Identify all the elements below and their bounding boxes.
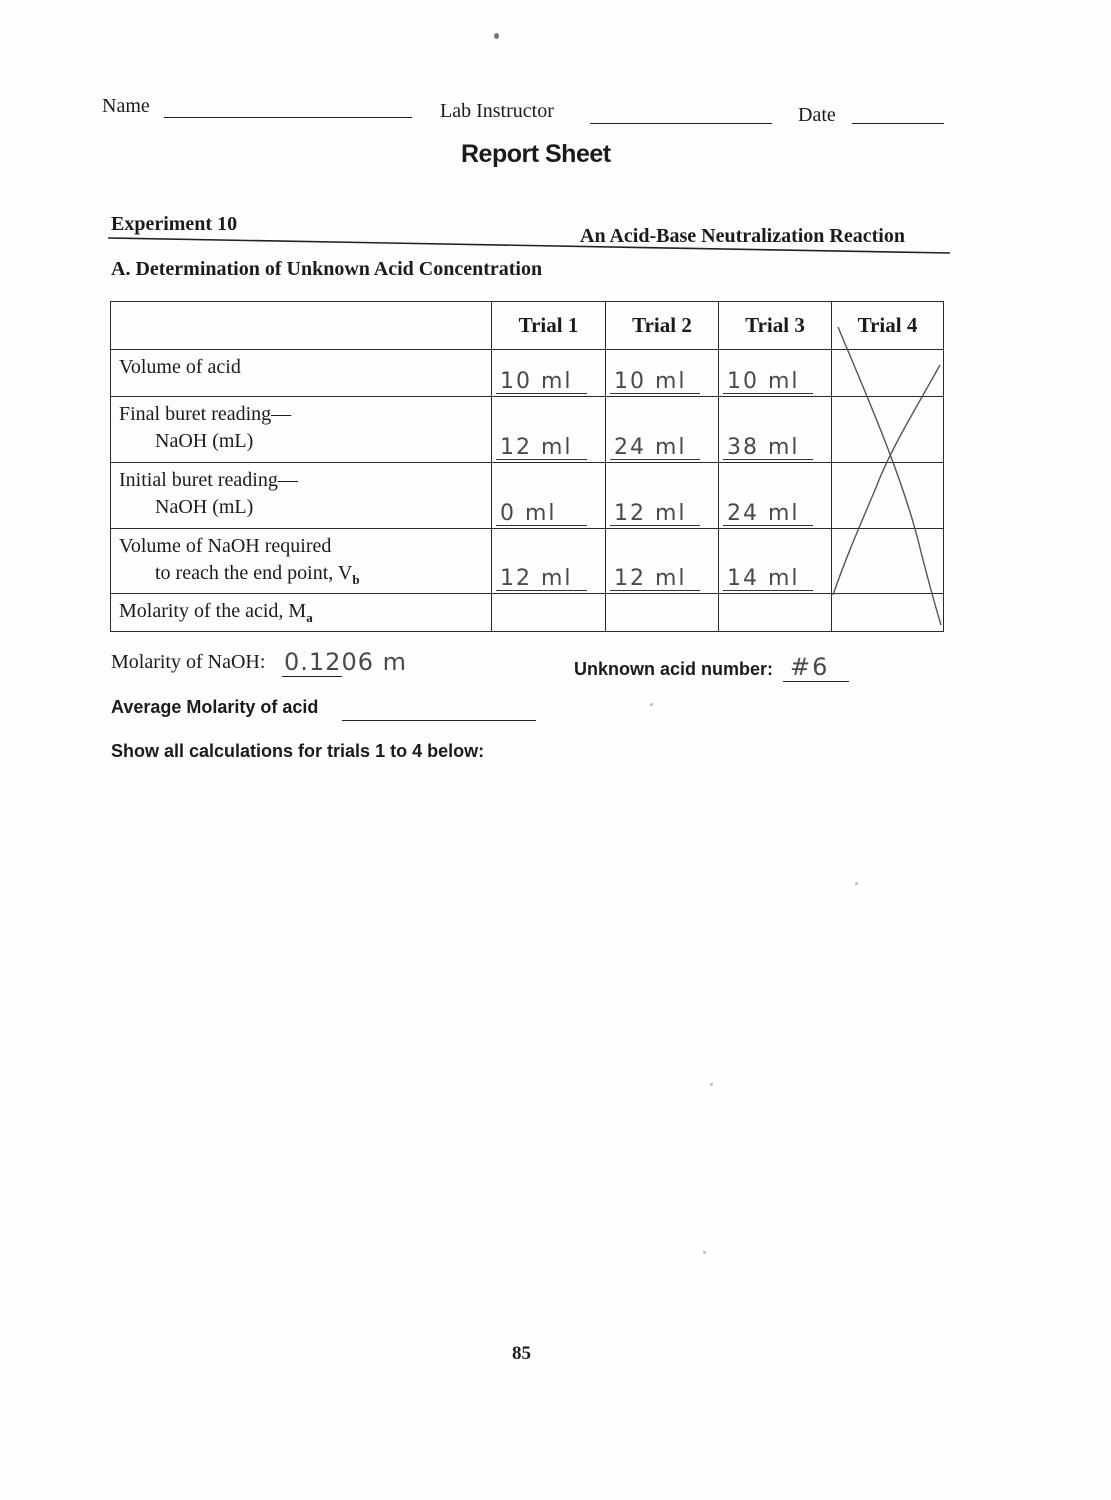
handwritten-value: 24 ml	[727, 501, 800, 526]
name-label: Name	[102, 95, 150, 117]
scan-speck	[650, 703, 653, 706]
naoh-molarity-label: Molarity of NaOH:	[111, 651, 266, 673]
experiment-title: An Acid-Base Neutralization Reaction	[580, 225, 905, 247]
report-title: Report Sheet	[461, 140, 611, 168]
calculation-instruction: Show all calculations for trials 1 to 4 below:	[111, 741, 485, 761]
avg-molarity-field[interactable]	[342, 720, 536, 721]
row-label: Volume of NaOH required to reach the end point, $V_b$	[111, 529, 492, 594]
handwritten-value: 12 ml	[500, 566, 573, 591]
date-label: Date	[798, 104, 836, 126]
unknown-acid-value[interactable]: #6	[790, 653, 830, 681]
scan-speck	[855, 882, 858, 885]
column-header: Trial 3	[719, 302, 832, 350]
row-label: Final buret reading— NaOH (mL)	[111, 397, 492, 463]
unknown-acid-label: Unknown acid number:	[574, 659, 774, 679]
scan-speck	[703, 1251, 706, 1254]
experiment-number: Experiment 10	[111, 213, 238, 235]
lab-instructor-label: Lab Instructor	[440, 100, 554, 122]
row-label: Volume of acid	[111, 350, 492, 397]
handwritten-value: 12 ml	[614, 501, 687, 526]
row-label: Molarity of the acid, $M_a$	[111, 594, 492, 632]
handwritten-value: 12 ml	[500, 435, 573, 460]
handwritten-value: 0 ml	[500, 501, 557, 526]
handwritten-value: 14 ml	[727, 566, 800, 591]
naoh-molarity-underline	[282, 676, 342, 677]
column-header: Trial 2	[606, 302, 719, 350]
handwritten-value: 24 ml	[614, 435, 687, 460]
unknown-acid-underline	[783, 681, 849, 682]
row-label: Initial buret reading— NaOH (mL)	[111, 463, 492, 529]
scan-speck	[494, 33, 499, 39]
page-number: 85	[512, 1343, 531, 1364]
column-header: Trial 1	[492, 302, 606, 350]
handwritten-value: 10 ml	[500, 369, 573, 394]
handwritten-value: 10 ml	[727, 369, 800, 394]
scan-speck	[710, 1083, 713, 1086]
avg-molarity-label: Average Molarity of acid	[111, 697, 319, 717]
column-header: Trial 4	[832, 302, 944, 350]
handwritten-value: 10 ml	[614, 369, 687, 394]
handwritten-value: 38 ml	[727, 435, 800, 460]
handwritten-value: 12 ml	[614, 566, 687, 591]
naoh-molarity-value[interactable]: 0.1206 m	[284, 648, 407, 676]
section-heading: A. Determination of Unknown Acid Concentration	[111, 258, 543, 280]
trial4-cross-out-mark	[0, 0, 1111, 700]
